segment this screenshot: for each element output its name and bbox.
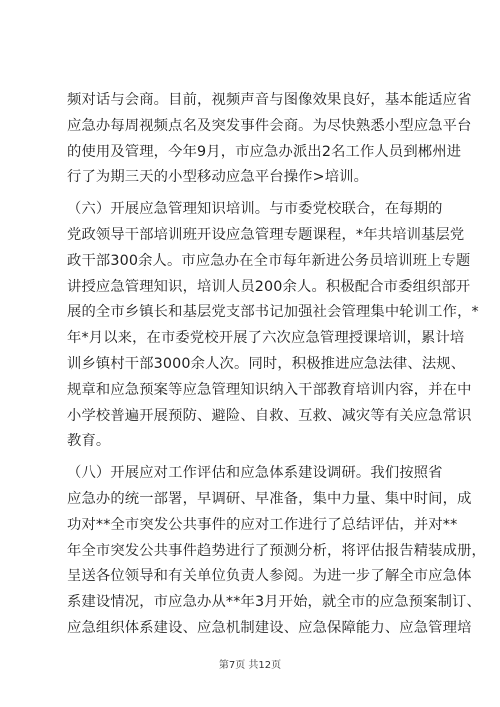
text-line: （六）开展应急管理知识培训。与市委党校联合，在每期的 — [67, 201, 443, 218]
text-line: 政干部300余人。市应急办在全市每年新进公务员培训班上专题 — [67, 252, 471, 269]
text-line: 小学校普遍开展预防、避险、自救、互救、减灾等有关应急常识 — [67, 407, 472, 424]
text-line: 行了为期三天的小型移动应急平台操作>培训。 — [67, 169, 369, 186]
text-line: 讲授应急管理知识，培训人员200余人。积极配合市委组织部开 — [67, 278, 471, 295]
paragraph — [67, 88, 472, 191]
text-line: 党政领导干部培训班开设应急管理专题课程，*年共培训基层党 — [67, 226, 465, 243]
text-line: 展的全市乡镇长和基层党支部书记加强社会管理集中轮训工作，* — [67, 304, 479, 321]
text-line: 功对**全市突发公共事件的应对工作进行了总结评估，并对** — [67, 516, 458, 533]
text-line: 频对话与会商。目前，视频声音与图像效果良好，基本能适应省 — [67, 92, 472, 108]
text-line: 应急组织体系建设、应急机制建设、应急保障能力、应急管理培 — [67, 619, 472, 636]
paragraph — [67, 461, 486, 642]
text-line: 的使用及管理，今年9月，市应急办派出2名工作人员到郴州进 — [67, 143, 462, 160]
text-line: 系建设情况，市应急办从**年3月开始，就全市的应急预案制订、 — [67, 594, 481, 611]
text-line: 应急办的统一部署，早调研、早准备，集中力量、集中时间，成 — [67, 490, 472, 507]
text-line: 年*月以来，在市委党校开展了六次应急管理授课培训，累计培 — [67, 330, 465, 347]
text-line: 应急办每周视频点名及突发事件会商。为尽快熟悉小型应急平台 — [67, 117, 472, 134]
text-line: 呈送各位领导和有关单位负责人参阅。为进一步了解全市应急体 — [67, 568, 472, 585]
text-line: 教育。 — [67, 433, 111, 450]
text-line: 规章和应急预案等应急管理知识纳入干部教育培训内容，并在中 — [67, 381, 472, 398]
paragraph — [67, 197, 479, 455]
text-line: 训乡镇村干部3000余人次。同时，积极推进应急法律、法规、 — [67, 355, 466, 372]
text-line: 年全市突发公共事件趋势进行了预测分析，将评估报告精装成册， — [67, 542, 486, 559]
text-line: （八）开展应对工作评估和应急体系建设调研。我们按照省 — [67, 465, 443, 482]
page-number-footer: 第7页 共12页 — [218, 660, 282, 671]
document-body — [67, 88, 486, 642]
